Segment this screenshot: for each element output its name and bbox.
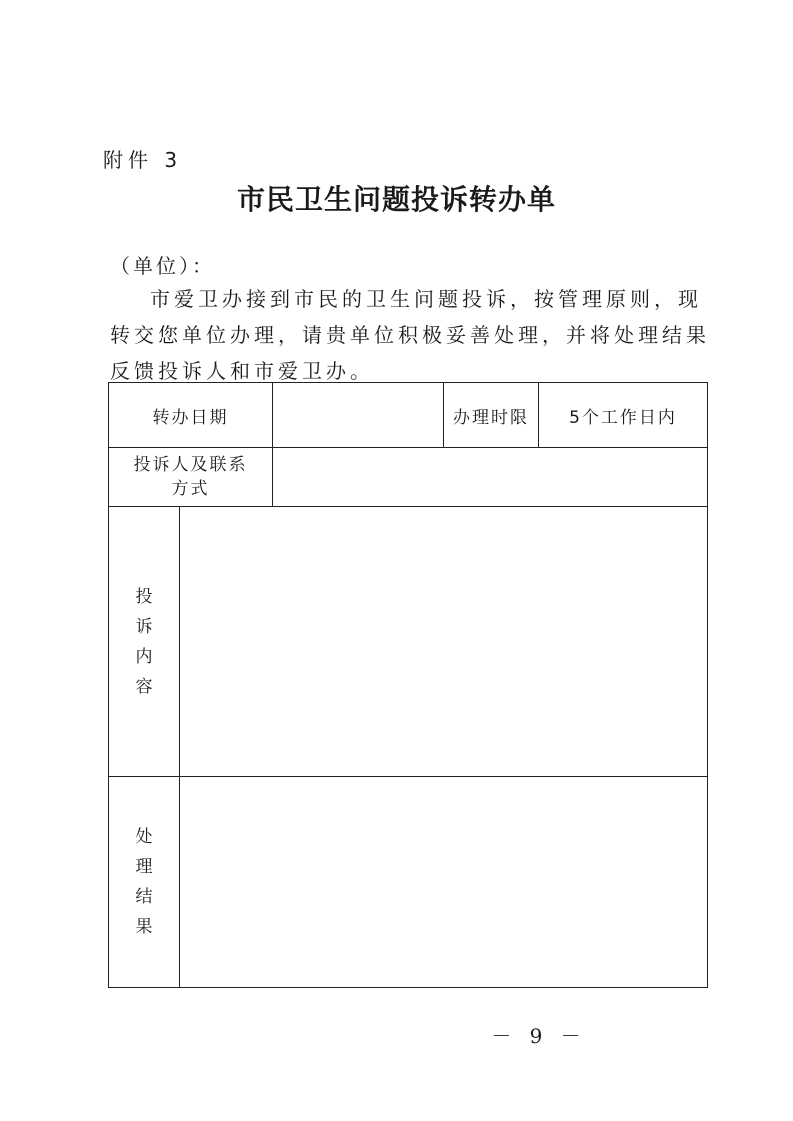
- unit-line: （单位）：: [110, 254, 215, 278]
- attachment-label: 附件 3: [103, 148, 183, 172]
- complaint-form-table: [108, 382, 708, 988]
- transfer-date-field[interactable]: [273, 383, 444, 448]
- complainant-label: 投诉人及联系方式: [109, 448, 273, 507]
- result-label-cell: [109, 777, 180, 988]
- complainant-field[interactable]: [273, 448, 708, 507]
- complaint-content-label-cell: [109, 507, 180, 777]
- body-paragraph: 市爱卫办接到市民的卫生问题投诉，按管理原则，现转交您单位办理，请贵单位积极妥善处理，并将处理结果反馈投诉人和市爱卫办。: [110, 287, 710, 383]
- complaint-content-label: 投诉内容: [135, 586, 153, 697]
- result-label: 处理结果: [135, 827, 153, 937]
- deadline-value: 5个工作日内: [539, 383, 708, 448]
- page-number: － 9 －: [491, 1024, 587, 1048]
- complaint-content-field[interactable]: [180, 507, 708, 777]
- row-result: [109, 777, 708, 988]
- transfer-date-label: 转办日期: [109, 383, 273, 448]
- row-transfer-date: [109, 383, 708, 448]
- row-complaint-content: [109, 507, 708, 777]
- row-complainant: [109, 448, 708, 507]
- document-title: 市民卫生问题投诉转办单: [236, 183, 556, 216]
- result-field[interactable]: [180, 777, 708, 988]
- deadline-label: 办理时限: [444, 383, 539, 448]
